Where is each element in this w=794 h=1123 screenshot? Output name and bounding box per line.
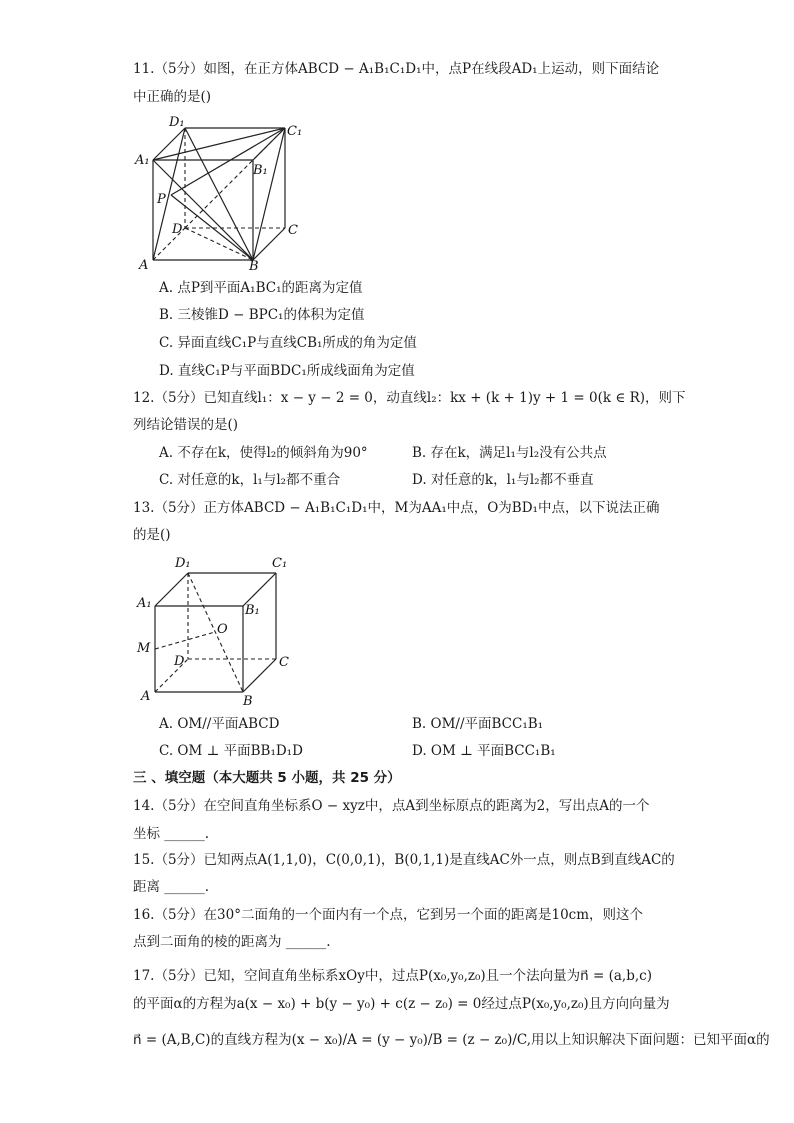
- q11-cube-figure: [133, 113, 313, 275]
- q11-label-C: C: [288, 223, 298, 238]
- q11-option-c: C. 异面直线C₁P与直线CB₁所成的角为定值: [159, 335, 417, 351]
- q11-label-D1: D₁: [169, 115, 185, 130]
- q11-option-b: B. 三棱锥D − BPC₁的体积为定值: [159, 307, 365, 323]
- q13-label-A: A: [141, 689, 151, 704]
- q16-stem-line2: 点到二面角的棱的距离为 ______.: [133, 934, 331, 950]
- q11-stem-line1: 11.（5分）如图，在正方体ABCD − A₁B₁C₁D₁中，点P在线段AD₁上运动，则下面结论: [133, 61, 660, 77]
- q13-label-B: B: [243, 694, 253, 709]
- q16-stem-line1: 16.（5分）在30°二面角的一个面内有一个点，它到另一个面的距离是10cm，则这个: [133, 907, 644, 923]
- q13-label-B1: B₁: [245, 603, 260, 618]
- q13-label-M: M: [137, 641, 151, 656]
- q13-option-a: A. OM//平面ABCD: [159, 716, 280, 732]
- q13-label-O: O: [217, 622, 228, 637]
- q11-label-B: B: [249, 259, 259, 274]
- q12-option-d: D. 对任意的k，l₁与l₂都不垂直: [412, 472, 594, 488]
- q11-option-a: A. 点P到平面A₁BC₁的距离为定值: [159, 280, 363, 296]
- q17-stem-line2: 的平面α的方程为a(x − x₀) + b(y − y₀) + c(z − z₀) = 0经过点P(x₀,y₀,z₀)且方向向量为: [133, 996, 670, 1012]
- q13-label-C: C: [279, 655, 289, 670]
- q13-label-D: D: [174, 654, 185, 669]
- q13-stem-line2: 的是(): [133, 527, 171, 543]
- q11-stem-line2: 中正确的是(): [133, 89, 212, 105]
- q13-label-C1: C₁: [272, 556, 288, 571]
- q13-label-D1: D₁: [175, 556, 191, 571]
- q12-option-c: C. 对任意的k，l₁与l₂都不重合: [159, 472, 341, 488]
- q14-stem-line1: 14.（5分）在空间直角坐标系O − xyz中，点A到坐标原点的距离为2，写出点A的一个: [133, 798, 650, 814]
- q17-stem-line1: 17.（5分）已知，空间直角坐标系xOy中，过点P(x₀,y₀,z₀)且一个法向量为n⃗ = (a,b,c): [133, 968, 652, 984]
- q13-option-d: D. OM ⊥ 平面BCC₁B₁: [412, 743, 556, 759]
- q15-stem-line2: 距离 ______.: [133, 879, 210, 895]
- q15-stem-line1: 15.（5分）已知两点A(1,1,0)，C(0,0,1)，B(0,1,1)是直线AC外一点，则点B到直线AC的: [133, 852, 675, 868]
- q12-stem-line2: 列结论错误的是(): [133, 417, 239, 433]
- section-fill-in-header: 三 、填空题（本大题共 5 小题，共 25 分）: [133, 770, 401, 786]
- q14-stem-line2: 坐标 ______.: [133, 826, 210, 842]
- q13-stem-line1: 13.（5分）正方体ABCD − A₁B₁C₁D₁中，M为AA₁中点，O为BD₁中点，以下说法正确: [133, 500, 660, 516]
- q11-label-P: P: [157, 192, 166, 207]
- q12-option-b: B. 存在k，满足l₁与l₂没有公共点: [412, 445, 607, 461]
- q13-label-A1: A₁: [137, 596, 152, 611]
- q17-stem-line3: n⃗ = (A,B,C)的直线方程为(x − x₀)/A = (y − y₀)/B = (z − z₀)/C,用以上知识解决下面问题：已知平面α的: [133, 1032, 770, 1048]
- q13-option-c: C. OM ⊥ 平面BB₁D₁D: [159, 743, 303, 759]
- q13-cube-figure: [133, 551, 303, 711]
- q11-label-B1: B₁: [253, 163, 268, 178]
- q12-stem-line1: 12.（5分）已知直线l₁：x − y − 2 = 0，动直线l₂：kx + (k + 1)y + 1 = 0(k ∈ R)，则下: [133, 390, 686, 406]
- q11-label-A: A: [139, 258, 149, 273]
- q12-option-a: A. 不存在k，使得l₂的倾斜角为90°: [159, 445, 368, 461]
- q11-label-D: D: [172, 222, 183, 237]
- q11-label-A1: A₁: [135, 153, 150, 168]
- q13-option-b: B. OM//平面BCC₁B₁: [412, 716, 544, 732]
- q11-option-d: D. 直线C₁P与平面BDC₁所成线面角为定值: [159, 363, 415, 379]
- q11-label-C1: C₁: [287, 124, 303, 139]
